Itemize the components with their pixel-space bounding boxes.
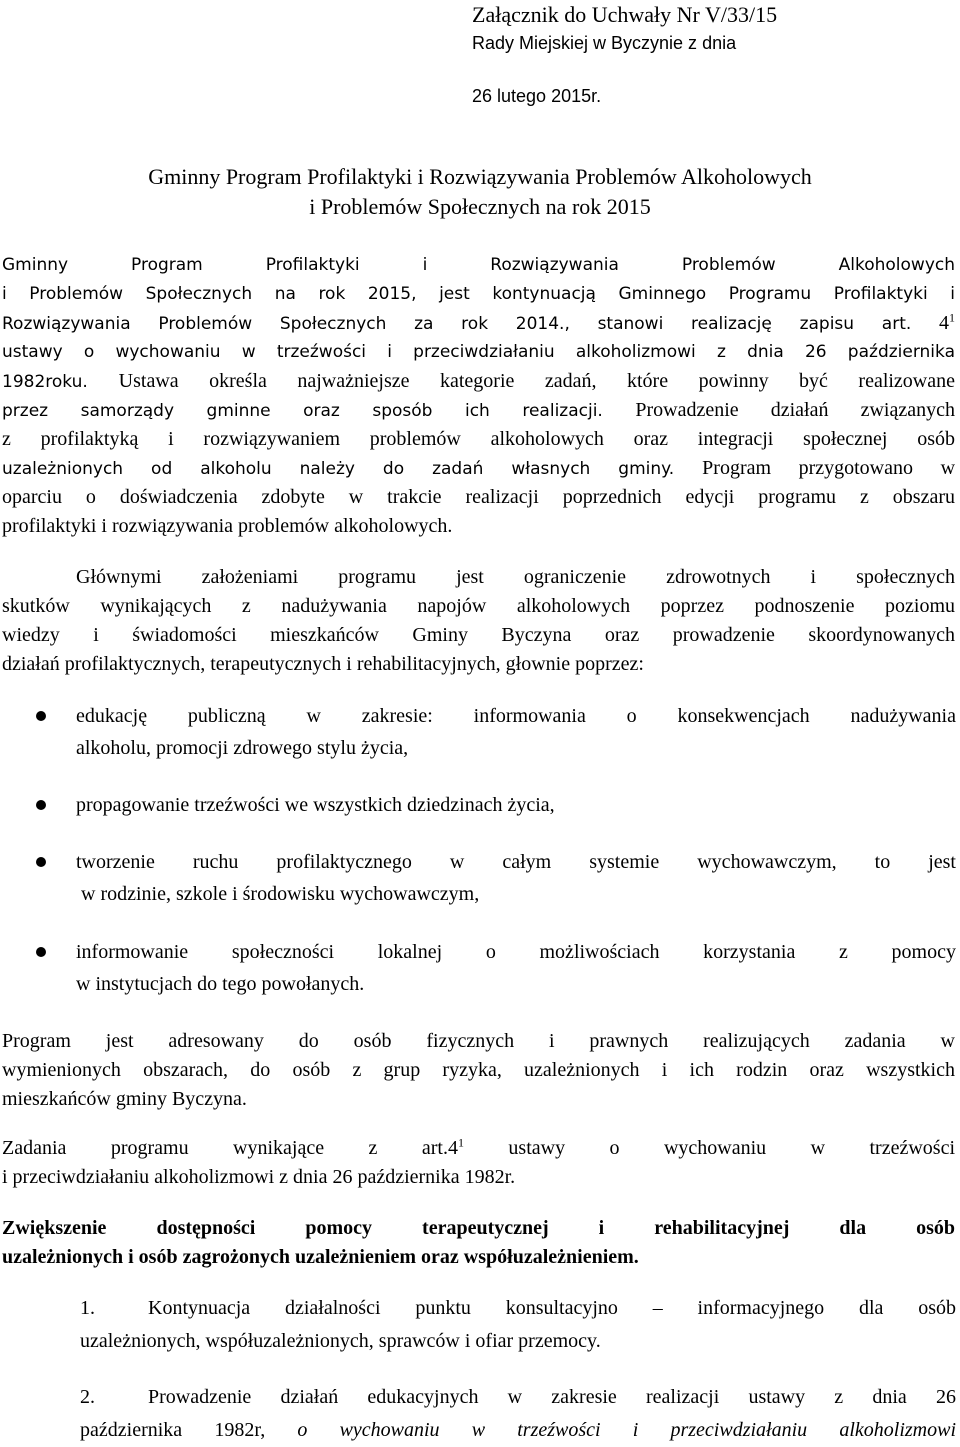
intro-line <box>2 454 955 483</box>
paragraph-line: wiedzy i świadomości mieszkańców Gminy Byczyna oraz prowadzenie skoordynowanych <box>2 624 955 646</box>
paragraph-line: skutków wynikających z nadużywania napojów alkoholowych poprzez podnoszenie poziomu <box>2 595 955 617</box>
intro-line: profilaktyki i rozwiązywania problemów alkoholowych. <box>2 515 453 537</box>
bullet-icon <box>36 857 46 867</box>
intro-text-serif: Ustawa określa najważniejsze kategorie zadań, które powinny być realizowane <box>118 370 956 392</box>
intro-line: z profilaktyką i rozwiązywaniem problemów alkoholowych oraz integracji społecznej osób <box>2 428 955 450</box>
intro-line: oparciu o doświadczenia zdobyte w trakcie realizacji poprzednich edycji programu z obszaru <box>2 486 955 508</box>
superscript: 1 <box>457 1135 464 1150</box>
bullet-icon <box>36 711 46 721</box>
paragraph-line <box>2 1134 955 1163</box>
intro-text: przez samorządy gminne oraz sposób ich realizacji. <box>2 401 603 421</box>
heading-line: Zwiększenie dostępności pomocy terapeutycznej i rehabilitacyjnej dla osób <box>2 1217 955 1239</box>
resolution-date: 26 lutego 2015r. <box>472 86 602 106</box>
intro-line: Gminny Program Profilaktyki i Rozwiązywania Problemów Alkoholowych <box>2 255 955 275</box>
numbered-item-line: Kontynuacja działalności punktu konsultacyjno – informacyjnego dla osób <box>148 1297 956 1319</box>
list-item-line: alkoholu, promocji zdrowego stylu życia, <box>76 737 409 759</box>
intro-text-serif: Prowadzenie działań związanych <box>635 399 955 421</box>
list-item-line: w instytucjach do tego powołanych. <box>76 973 365 995</box>
bullet-icon <box>36 947 46 957</box>
intro-text: Rozwiązywania Problemów Społecznych za rok 2014., stanowi realizację zapisu art. <box>2 314 912 334</box>
heading-line: uzależnionych i osób zagrożonych uzależnieniem oraz współuzależnieniem. <box>2 1246 639 1268</box>
intro-line <box>2 396 955 425</box>
paragraph-line: działań profilaktycznych, terapeutycznych i rehabilitacyjnych, głownie poprzez: <box>2 653 644 675</box>
resolution-number: Załącznik do Uchwały Nr V/33/15 <box>472 2 778 27</box>
council-name: Rady Miejskiej w Byczynie z dnia <box>472 33 737 53</box>
intro-line: ustawy o wychowaniu w trzeźwości i przeciwdziałaniu alkoholizmowi z dnia 26 października <box>2 342 955 362</box>
paragraph-line: Program jest adresowany do osób fizycznych i prawnych realizujących zadania w <box>2 1030 955 1052</box>
intro-text: 1982roku. <box>2 372 88 392</box>
paragraph-line: mieszkańców gminy Byczyna. <box>2 1088 247 1110</box>
paragraph-line: Głównymi założeniami programu jest ograniczenie zdrowotnych i społecznych <box>76 566 955 588</box>
title-line-1: Gminny Program Profilaktyki i Rozwiązywania Problemów Alkoholowych <box>148 164 812 189</box>
list-item-line: tworzenie ruchu profilaktycznego w całym systemie wychowawczym, to jest <box>76 851 956 873</box>
numbered-item-line: uzależnionych, współuzależnionych, sprawców i ofiar przemocy. <box>80 1330 601 1352</box>
intro-text: uzależnionych od alkoholu należy do zadań własnych gminy. <box>2 459 675 479</box>
article-number: $4^1$ <box>939 310 955 334</box>
intro-line <box>2 309 955 338</box>
paragraph-text: ustawy o wychowaniu w trzeźwości <box>508 1137 956 1159</box>
list-item-line: informowanie społeczności lokalnej o możliwościach korzystania z pomocy <box>76 941 956 963</box>
numbered-item-line <box>80 1414 956 1447</box>
intro-line <box>2 367 955 396</box>
intro-paragraph <box>2 251 955 541</box>
main-goals-paragraph <box>2 563 955 679</box>
item-number: 1. <box>80 1297 95 1319</box>
target-audience-paragraph <box>2 1027 955 1114</box>
paragraph-text: Zadania programu wynikające z art.4 <box>2 1137 458 1159</box>
program-title <box>0 162 960 222</box>
numbered-item-text: października 1982r, <box>80 1419 266 1441</box>
tasks-intro-paragraph <box>2 1134 955 1192</box>
item-number: 2. <box>80 1386 95 1408</box>
paragraph-line: i przeciwdziałaniu alkoholizmowi z dnia 26 października 1982r. <box>2 1166 516 1188</box>
title-line-2: i Problemów Społecznych na rok 2015 <box>309 194 651 219</box>
intro-line: i Problemów Społecznych na rok 2015, jest kontynuacją Gminnego Programu Profilaktyki i <box>2 284 955 304</box>
section-heading <box>2 1214 955 1272</box>
act-title: o wychowaniu w trzeźwości i przeciwdziałaniu alkoholizmowi <box>297 1419 956 1441</box>
intro-text-serif: Program przygotowano w <box>702 457 956 479</box>
list-item-line: edukację publiczną w zakresie: informowania o konsekwencjach nadużywania <box>76 705 956 727</box>
attachment-header <box>472 2 952 55</box>
paragraph-line: wymienionych obszarach, do osób z grup ryzyka, uzależnionych i ich rodzin oraz wszystkich <box>2 1059 955 1081</box>
list-item-line: w rodzinie, szkole i środowisku wychowawczym, <box>76 883 480 905</box>
numbered-item-line: Prowadzenie działań edukacyjnych w zakresie realizacji ustawy z dnia 26 <box>148 1386 956 1408</box>
list-item-line: propagowanie trzeźwości we wszystkich dziedzinach życia, <box>76 794 555 816</box>
bullet-icon <box>36 800 46 810</box>
